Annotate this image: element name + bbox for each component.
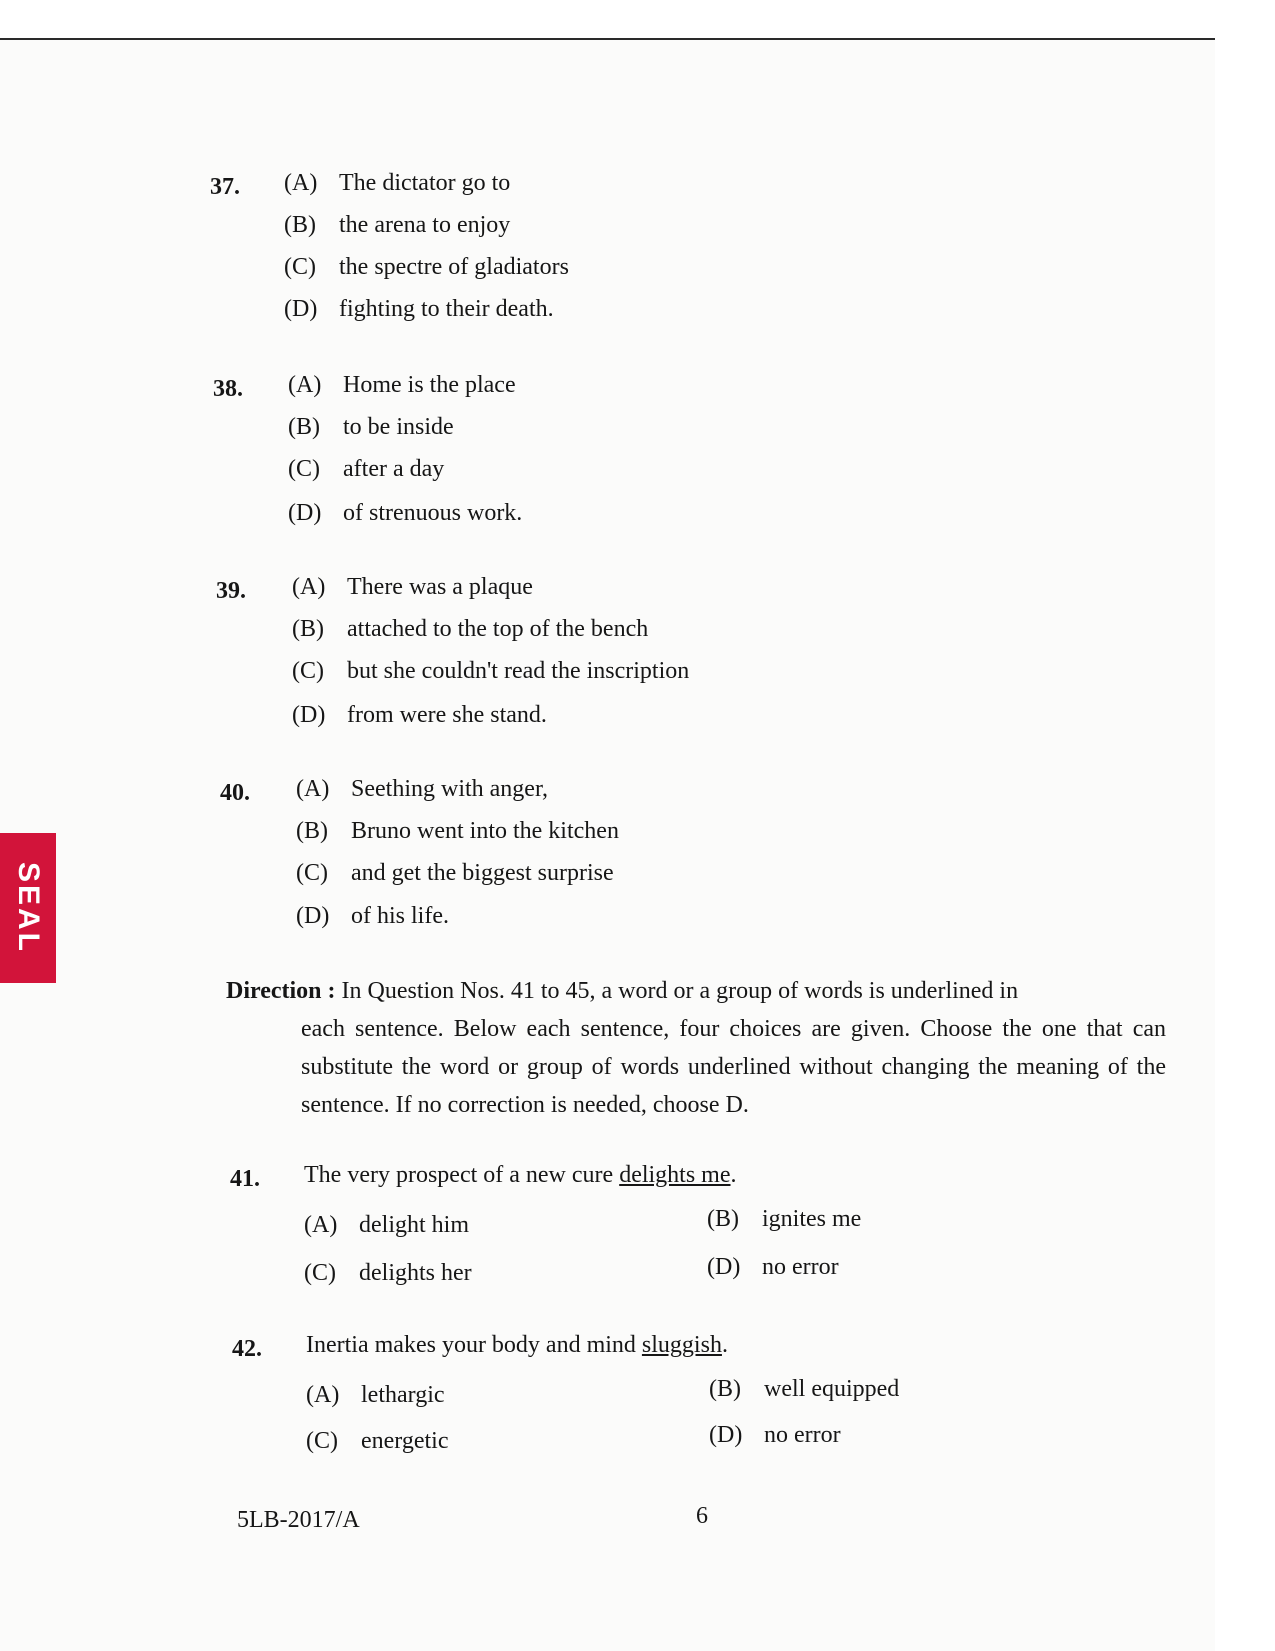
option: (C) energetic — [306, 1428, 449, 1454]
option: (B) attached to the top of the bench — [292, 616, 649, 642]
question-number: 39. — [216, 578, 246, 604]
question-number: 42. — [232, 1336, 262, 1362]
direction-block — [226, 972, 1166, 1124]
option: (D) no error — [709, 1422, 841, 1448]
direction-line1: In Question Nos. 41 to 45, a word or a group of words is underlined in — [341, 978, 1019, 1004]
direction-text: each sentence. Below each sentence, four choices are given. Choose the one that can substitute the word or group of words underlined without changing the meaning of the sentence. If no correction is needed, choose D. — [301, 1016, 1166, 1118]
option: (B) Bruno went into the kitchen — [296, 818, 619, 844]
page-number: 6 — [696, 1503, 708, 1529]
underlined-phrase: sluggish — [641, 1332, 722, 1358]
question-number: 38. — [213, 376, 243, 402]
option: (A) Home is the place — [288, 372, 516, 398]
option: (C) and get the biggest surprise — [296, 860, 614, 886]
question-stem: The very prospect of a new cure delights me. — [304, 1162, 737, 1188]
question-stem: Inertia makes your body and mind sluggish. — [306, 1332, 728, 1358]
option: (C) after a day — [288, 456, 445, 482]
underlined-phrase: delights me — [619, 1162, 731, 1188]
option: (B) to be inside — [288, 414, 454, 440]
exam-code: 5LB-2017/A — [237, 1507, 360, 1533]
seal-label: SEAL — [12, 861, 46, 955]
right-margin — [1215, 0, 1275, 1651]
option: (A) The dictator go to — [284, 170, 511, 196]
option: (B) ignites me — [707, 1206, 862, 1232]
option: (A) delight him — [304, 1212, 469, 1238]
option: (D) no error — [707, 1254, 839, 1280]
option: (B) well equipped — [709, 1376, 900, 1402]
option: (D) of his life. — [296, 903, 449, 929]
option: (B) the arena to enjoy — [284, 212, 511, 238]
option: (C) but she couldn't read the inscription — [292, 658, 690, 684]
option: (D) from were she stand. — [292, 702, 547, 728]
question-number: 41. — [230, 1166, 260, 1192]
option: (D) of strenuous work. — [288, 500, 523, 526]
seal-tab — [0, 833, 56, 983]
option: (A) There was a plaque — [292, 574, 533, 600]
question-number: 37. — [210, 174, 240, 200]
question-number: 40. — [220, 780, 250, 806]
option: (A) Seething with anger, — [296, 776, 548, 802]
option: (C) the spectre of gladiators — [284, 254, 569, 280]
option: (A) lethargic — [306, 1382, 445, 1408]
option: (C) delights her — [304, 1260, 472, 1286]
option: (D) fighting to their death. — [284, 296, 554, 322]
top-edge — [0, 0, 1275, 40]
direction-label: Direction : — [226, 978, 336, 1004]
